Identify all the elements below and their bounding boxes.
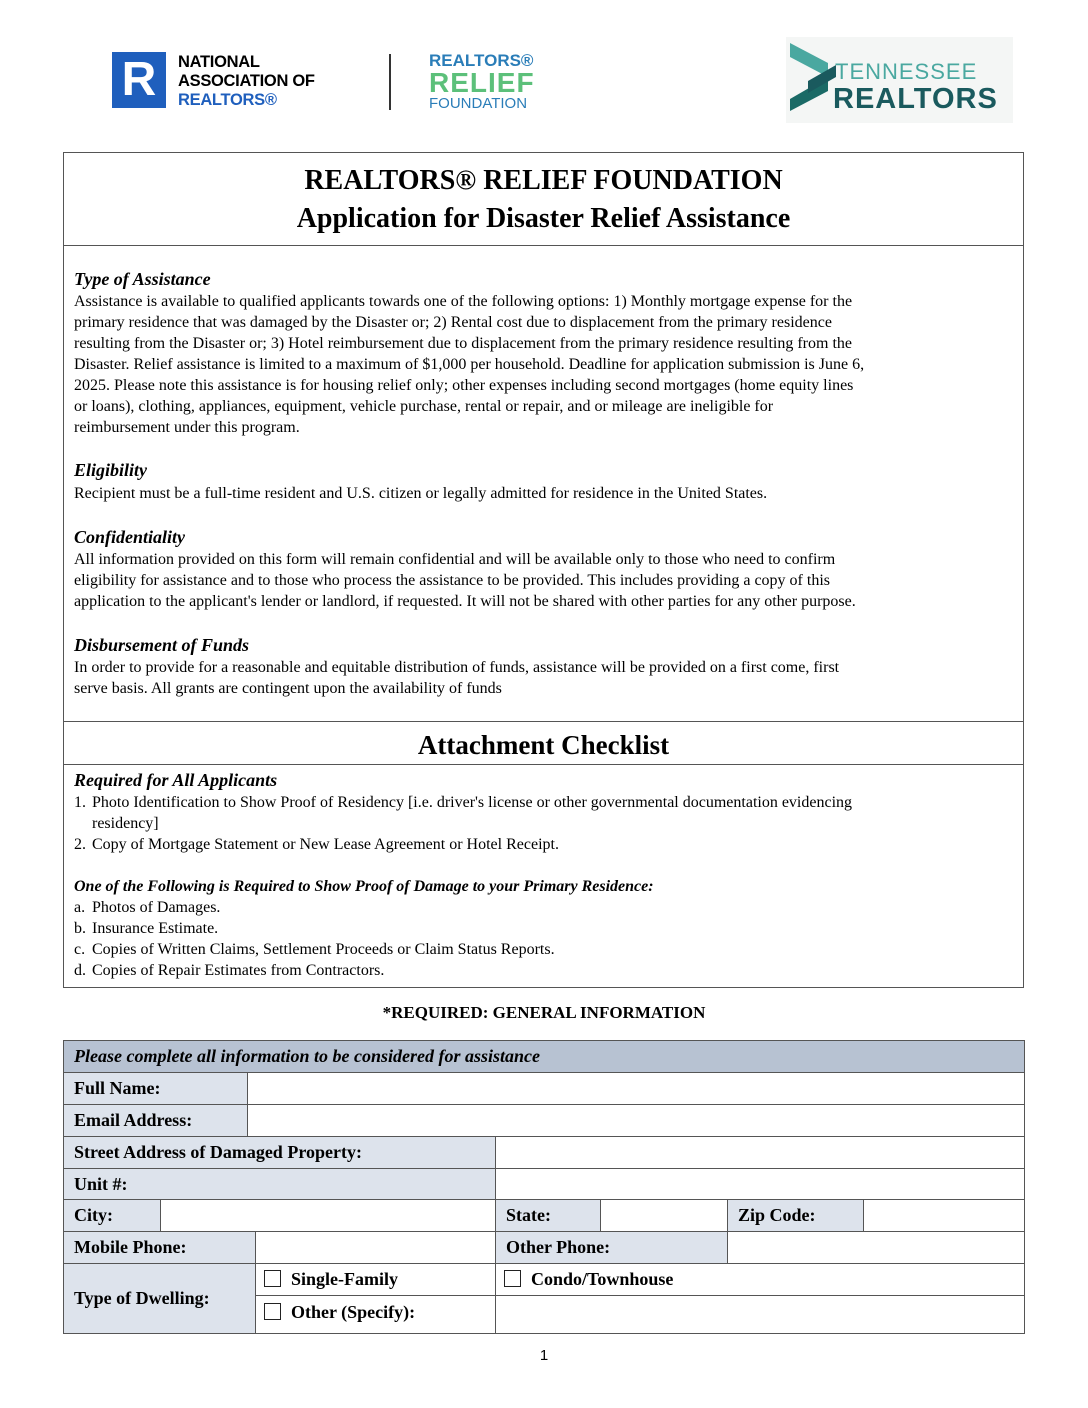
nar-logo-line3: REALTORS® bbox=[178, 91, 277, 109]
rrf-logo bbox=[429, 52, 535, 112]
confidentiality-text bbox=[74, 549, 1014, 612]
state-value bbox=[601, 1205, 609, 1225]
text-line: In order to provide for a reasonable and equitable distribution of funds, assistance will be provided on a first come, first bbox=[74, 659, 840, 676]
zip-label: Zip Code: bbox=[728, 1200, 864, 1232]
list-letter: c. bbox=[74, 941, 86, 958]
nar-logo-line1: NATIONAL bbox=[178, 53, 260, 71]
other-dwelling-option[interactable] bbox=[256, 1296, 496, 1333]
list-item-line: residency] bbox=[92, 815, 159, 832]
list-number: 2. bbox=[74, 836, 86, 853]
rrf-logo-line2: RELIEF bbox=[429, 67, 535, 98]
text-line: reimbursement under this program. bbox=[74, 419, 300, 436]
divider bbox=[64, 245, 1023, 246]
unit-value bbox=[496, 1174, 504, 1194]
list-item bbox=[92, 792, 1012, 834]
mobile-phone-value bbox=[256, 1237, 264, 1257]
eligibility-heading: Eligibility bbox=[74, 460, 148, 480]
text-line: Assistance is available to qualified applicants towards one of the following options: 1) Monthly mortgage expense for the bbox=[74, 293, 853, 310]
unit-field[interactable] bbox=[496, 1169, 1024, 1200]
text-line: Recipient must be a full-time resident and U.S. citizen or legally admitted for residence in the United States. bbox=[74, 485, 768, 502]
city-field[interactable] bbox=[161, 1200, 496, 1232]
state-label: State: bbox=[496, 1200, 601, 1232]
email-label: Email Address: bbox=[64, 1105, 248, 1137]
list-letter: a. bbox=[74, 899, 86, 916]
list-item: Copies of Written Claims, Settlement Proceeds or Claim Status Reports. bbox=[92, 941, 555, 958]
assistance-heading: Type of Assistance bbox=[74, 269, 211, 289]
list-letter: d. bbox=[74, 962, 86, 979]
full-name-label: Full Name: bbox=[64, 1073, 248, 1105]
list-number: 1. bbox=[74, 794, 86, 811]
street-address-label: Street Address of Damaged Property: bbox=[64, 1137, 496, 1169]
text-line: eligibility for assistance and to those who process the assistance to be provided. This includes providing a copy of this bbox=[74, 572, 830, 589]
condo-option[interactable] bbox=[496, 1264, 1024, 1296]
condo-checkbox[interactable] bbox=[504, 1270, 521, 1287]
required-heading: Required for All Applicants bbox=[74, 770, 278, 790]
street-address-value bbox=[496, 1142, 504, 1162]
state-field[interactable] bbox=[601, 1200, 728, 1232]
nar-logo-mark bbox=[112, 52, 166, 108]
assistance-text bbox=[74, 291, 1014, 438]
divider bbox=[64, 721, 1023, 722]
list-letter: b. bbox=[74, 920, 86, 937]
text-line: or loans), clothing, appliances, equipment, vehicle purchase, rental or repair, and or mileage are ineligible for bbox=[74, 398, 774, 415]
general-information-form bbox=[63, 1040, 1025, 1334]
rrf-logo-line3: FOUNDATION bbox=[429, 95, 528, 112]
nar-logo-text bbox=[178, 53, 315, 110]
disbursement-heading: Disbursement of Funds bbox=[74, 635, 250, 655]
form-section-title: *REQUIRED: GENERAL INFORMATION bbox=[382, 1003, 706, 1022]
confidentiality-heading: Confidentiality bbox=[74, 527, 186, 547]
disbursement-text bbox=[74, 657, 1014, 699]
eligibility-text bbox=[74, 483, 1014, 504]
other-dwelling-label: Other (Specify): bbox=[291, 1302, 416, 1322]
other-phone-field[interactable] bbox=[728, 1232, 1024, 1264]
text-line: application to the applicant's lender or landlord, if requested. It will not be shared with other parties for any other purpose. bbox=[74, 593, 856, 610]
zip-value bbox=[864, 1205, 872, 1225]
text-line: Disaster. Relief assistance is limited to a maximum of $1,000 per household. Deadline for application submission is June 6, bbox=[74, 356, 865, 373]
text-line: All information provided on this form will remain confidential and will be available only to those who need to confirm bbox=[74, 551, 836, 568]
other-specify-field[interactable] bbox=[496, 1296, 1024, 1333]
other-specify-value bbox=[496, 1301, 504, 1321]
other-dwelling-checkbox[interactable] bbox=[264, 1303, 281, 1320]
single-family-checkbox[interactable] bbox=[264, 1270, 281, 1287]
list-item-line: Photo Identification to Show Proof of Residency [i.e. driver's license or other governmental documentation evidencing bbox=[92, 794, 853, 811]
info-box bbox=[63, 152, 1024, 988]
single-family-option[interactable] bbox=[256, 1264, 496, 1296]
full-name-field[interactable] bbox=[248, 1073, 1024, 1105]
list-item: Copy of Mortgage Statement or New Lease Agreement or Hotel Receipt. bbox=[92, 836, 559, 853]
form-instruction: Please complete all information to be considered for assistance bbox=[64, 1041, 1024, 1073]
full-name-value bbox=[248, 1078, 256, 1098]
other-phone-label: Other Phone: bbox=[496, 1232, 728, 1264]
unit-label: Unit #: bbox=[64, 1169, 496, 1200]
damage-heading: One of the Following is Required to Show Proof of Damage to your Primary Residence: bbox=[74, 878, 654, 895]
dwelling-type-label: Type of Dwelling: bbox=[64, 1264, 256, 1333]
tn-logo-line2: REALTORS bbox=[833, 83, 998, 115]
list-item: Copies of Repair Estimates from Contractors. bbox=[92, 962, 385, 979]
checklist-title: Attachment Checklist bbox=[417, 730, 670, 760]
condo-label: Condo/Townhouse bbox=[531, 1269, 674, 1289]
logo-divider bbox=[389, 54, 391, 110]
tn-logo-line1: TENNESSEE bbox=[835, 59, 978, 84]
nar-logo-line2: ASSOCIATION OF bbox=[178, 72, 315, 90]
nar-logo-letter: R bbox=[121, 53, 157, 106]
text-line: 2025. Please note this assistance is for housing relief only; other expenses including second mortgages (home equity lines bbox=[74, 377, 854, 394]
email-field[interactable] bbox=[248, 1105, 1024, 1137]
page-number: 1 bbox=[539, 1347, 549, 1364]
text-line: primary residence that was damaged by the Disaster or; 2) Rental cost due to displacement from the primary residence bbox=[74, 314, 832, 331]
street-address-field[interactable] bbox=[496, 1137, 1024, 1169]
email-value bbox=[248, 1110, 256, 1130]
document-title: REALTORS® RELIEF FOUNDATION bbox=[304, 165, 783, 196]
list-item: Photos of Damages. bbox=[92, 899, 221, 916]
mobile-phone-field[interactable] bbox=[256, 1232, 496, 1264]
city-value bbox=[161, 1205, 169, 1225]
mobile-phone-label: Mobile Phone: bbox=[64, 1232, 256, 1264]
other-phone-value bbox=[728, 1237, 736, 1257]
text-line: serve basis. All grants are contingent upon the availability of funds bbox=[74, 680, 502, 697]
zip-field[interactable] bbox=[864, 1200, 1024, 1232]
city-label: City: bbox=[64, 1200, 161, 1232]
divider bbox=[64, 764, 1023, 765]
single-family-label: Single-Family bbox=[291, 1269, 398, 1289]
rrf-logo-line1: REALTORS® bbox=[429, 51, 534, 70]
text-line: resulting from the Disaster or; 3) Hotel reimbursement due to displacement from the primary residence resulting from the bbox=[74, 335, 852, 352]
list-item: Insurance Estimate. bbox=[92, 920, 219, 937]
document-subtitle: Application for Disaster Relief Assistance bbox=[296, 203, 791, 234]
